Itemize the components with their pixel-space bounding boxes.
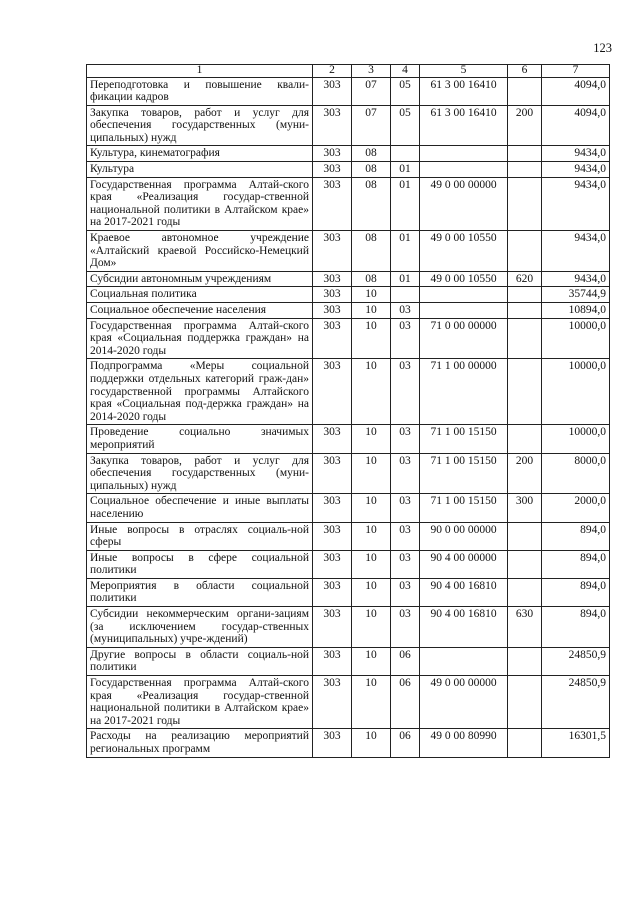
cell-name: Государственная программа Алтай-ского края «Реализация государ-ственной национальной политики в Алтайском крае» на 2017-2021 годы xyxy=(87,177,313,230)
cell-expense-type xyxy=(508,676,542,729)
cell-name: Краевое автономное учреждение «Алтайский краевой Российско-Немецкий Дом» xyxy=(87,231,313,272)
cell-amount: 9434,0 xyxy=(542,162,610,178)
cell-section-code: 10 xyxy=(352,287,391,303)
table-row xyxy=(87,453,610,494)
cell-amount: 9434,0 xyxy=(542,177,610,230)
table-row xyxy=(87,318,610,359)
cell-name: Государственная программа Алтай-ского края «Социальная поддержка граждан» на 2014-2020 годы xyxy=(87,318,313,359)
table-row xyxy=(87,146,610,162)
cell-name: Проведение социально значимых мероприятий xyxy=(87,425,313,453)
cell-target-article: 71 1 00 15150 xyxy=(420,425,508,453)
cell-section-code: 08 xyxy=(352,231,391,272)
cell-expense-type xyxy=(508,318,542,359)
cell-ved-code: 303 xyxy=(313,287,352,303)
cell-subsection-code: 01 xyxy=(391,271,420,287)
cell-amount: 9434,0 xyxy=(542,271,610,287)
cell-target-article: 71 1 00 15150 xyxy=(420,494,508,522)
cell-section-code: 10 xyxy=(352,303,391,319)
budget-table xyxy=(86,64,610,758)
cell-name: Субсидии некоммерческим органи-зациям (за исключением государ-ственных (муниципальных) учре-ждений) xyxy=(87,607,313,648)
cell-ved-code: 303 xyxy=(313,271,352,287)
cell-ved-code: 303 xyxy=(313,177,352,230)
cell-subsection-code xyxy=(391,146,420,162)
cell-amount: 894,0 xyxy=(542,550,610,578)
cell-ved-code: 303 xyxy=(313,676,352,729)
cell-section-code: 07 xyxy=(352,105,391,146)
cell-subsection-code: 03 xyxy=(391,494,420,522)
table-row xyxy=(87,550,610,578)
cell-target-article: 49 0 00 00000 xyxy=(420,676,508,729)
header-col-4: 4 xyxy=(391,65,420,78)
cell-subsection-code: 03 xyxy=(391,550,420,578)
table-row xyxy=(87,287,610,303)
cell-subsection-code: 03 xyxy=(391,578,420,606)
cell-amount: 4094,0 xyxy=(542,105,610,146)
table-row xyxy=(87,647,610,675)
header-col-2: 2 xyxy=(313,65,352,78)
cell-section-code: 10 xyxy=(352,607,391,648)
cell-subsection-code: 03 xyxy=(391,522,420,550)
cell-ved-code: 303 xyxy=(313,303,352,319)
table-row xyxy=(87,578,610,606)
cell-expense-type xyxy=(508,231,542,272)
cell-subsection-code: 01 xyxy=(391,177,420,230)
cell-subsection-code: 05 xyxy=(391,105,420,146)
table-row xyxy=(87,676,610,729)
cell-subsection-code: 01 xyxy=(391,162,420,178)
cell-name: Другие вопросы в области социаль-ной политики xyxy=(87,647,313,675)
header-col-3: 3 xyxy=(352,65,391,78)
cell-section-code: 10 xyxy=(352,578,391,606)
cell-ved-code: 303 xyxy=(313,607,352,648)
cell-section-code: 10 xyxy=(352,522,391,550)
cell-amount: 24850,9 xyxy=(542,647,610,675)
cell-amount: 894,0 xyxy=(542,578,610,606)
cell-section-code: 10 xyxy=(352,359,391,425)
header-row xyxy=(87,65,610,78)
cell-section-code: 10 xyxy=(352,494,391,522)
cell-subsection-code: 03 xyxy=(391,359,420,425)
table-row xyxy=(87,607,610,648)
table-row xyxy=(87,162,610,178)
cell-target-article: 71 1 00 00000 xyxy=(420,359,508,425)
table-row xyxy=(87,303,610,319)
table-row xyxy=(87,729,610,757)
cell-expense-type xyxy=(508,359,542,425)
cell-amount: 4094,0 xyxy=(542,77,610,105)
table-row xyxy=(87,77,610,105)
table-row xyxy=(87,177,610,230)
cell-target-article: 49 0 00 80990 xyxy=(420,729,508,757)
cell-section-code: 10 xyxy=(352,550,391,578)
cell-expense-type xyxy=(508,177,542,230)
cell-amount: 894,0 xyxy=(542,607,610,648)
cell-ved-code: 303 xyxy=(313,425,352,453)
cell-section-code: 08 xyxy=(352,146,391,162)
cell-name: Мероприятия в области социальной политики xyxy=(87,578,313,606)
cell-section-code: 10 xyxy=(352,647,391,675)
header-col-1: 1 xyxy=(87,65,313,78)
cell-section-code: 08 xyxy=(352,271,391,287)
header-col-6: 6 xyxy=(508,65,542,78)
cell-ved-code: 303 xyxy=(313,522,352,550)
cell-section-code: 10 xyxy=(352,425,391,453)
cell-amount: 2000,0 xyxy=(542,494,610,522)
cell-amount: 9434,0 xyxy=(542,231,610,272)
table-row xyxy=(87,105,610,146)
cell-amount: 9434,0 xyxy=(542,146,610,162)
cell-target-article: 71 1 00 15150 xyxy=(420,453,508,494)
cell-target-article: 90 4 00 16810 xyxy=(420,578,508,606)
cell-subsection-code: 03 xyxy=(391,425,420,453)
cell-expense-type xyxy=(508,425,542,453)
cell-name: Государственная программа Алтай-ского края «Реализация государ-ственной национальной политики в Алтайском крае» на 2017-2021 годы xyxy=(87,676,313,729)
cell-section-code: 08 xyxy=(352,177,391,230)
table-body xyxy=(87,77,610,757)
cell-target-article: 49 0 00 10550 xyxy=(420,271,508,287)
cell-target-article: 61 3 00 16410 xyxy=(420,105,508,146)
cell-expense-type xyxy=(508,162,542,178)
cell-expense-type xyxy=(508,77,542,105)
cell-subsection-code: 01 xyxy=(391,231,420,272)
cell-target-article xyxy=(420,146,508,162)
table-row xyxy=(87,359,610,425)
cell-ved-code: 303 xyxy=(313,729,352,757)
cell-ved-code: 303 xyxy=(313,453,352,494)
cell-target-article: 90 4 00 00000 xyxy=(420,550,508,578)
cell-expense-type: 630 xyxy=(508,607,542,648)
table-row xyxy=(87,231,610,272)
cell-expense-type: 200 xyxy=(508,453,542,494)
cell-expense-type xyxy=(508,578,542,606)
cell-name: Переподготовка и повышение квали-фикации кадров xyxy=(87,77,313,105)
cell-amount: 10000,0 xyxy=(542,318,610,359)
cell-amount: 10000,0 xyxy=(542,359,610,425)
cell-subsection-code: 05 xyxy=(391,77,420,105)
cell-ved-code: 303 xyxy=(313,231,352,272)
table-row xyxy=(87,271,610,287)
cell-name: Закупка товаров, работ и услуг для обеспечения государственных (муни-ципальных) нужд xyxy=(87,105,313,146)
cell-ved-code: 303 xyxy=(313,162,352,178)
cell-expense-type xyxy=(508,550,542,578)
cell-target-article xyxy=(420,287,508,303)
cell-target-article: 90 4 00 16810 xyxy=(420,607,508,648)
cell-expense-type xyxy=(508,522,542,550)
cell-section-code: 10 xyxy=(352,729,391,757)
cell-target-article: 90 0 00 00000 xyxy=(420,522,508,550)
cell-ved-code: 303 xyxy=(313,146,352,162)
cell-target-article xyxy=(420,647,508,675)
cell-amount: 894,0 xyxy=(542,522,610,550)
cell-subsection-code xyxy=(391,287,420,303)
cell-subsection-code: 06 xyxy=(391,676,420,729)
cell-ved-code: 303 xyxy=(313,359,352,425)
header-col-5: 5 xyxy=(420,65,508,78)
cell-ved-code: 303 xyxy=(313,105,352,146)
cell-ved-code: 303 xyxy=(313,550,352,578)
cell-target-article: 49 0 00 10550 xyxy=(420,231,508,272)
cell-expense-type: 620 xyxy=(508,271,542,287)
cell-subsection-code: 03 xyxy=(391,453,420,494)
table-row xyxy=(87,425,610,453)
cell-amount: 16301,5 xyxy=(542,729,610,757)
cell-name: Подпрограмма «Меры социальной поддержки отдельных категорий граж-дан» государственной программы Алтайского края «Социальная под-держка граждан» на 2014-2020 годы xyxy=(87,359,313,425)
cell-amount: 24850,9 xyxy=(542,676,610,729)
cell-ved-code: 303 xyxy=(313,647,352,675)
cell-target-article xyxy=(420,303,508,319)
cell-section-code: 07 xyxy=(352,77,391,105)
cell-subsection-code: 03 xyxy=(391,607,420,648)
cell-ved-code: 303 xyxy=(313,494,352,522)
cell-expense-type: 200 xyxy=(508,105,542,146)
cell-amount: 35744,9 xyxy=(542,287,610,303)
cell-section-code: 10 xyxy=(352,318,391,359)
cell-section-code: 10 xyxy=(352,676,391,729)
cell-name: Субсидии автономным учреждениям xyxy=(87,271,313,287)
cell-target-article xyxy=(420,162,508,178)
cell-amount: 8000,0 xyxy=(542,453,610,494)
cell-ved-code: 303 xyxy=(313,77,352,105)
cell-subsection-code: 06 xyxy=(391,647,420,675)
cell-target-article: 49 0 00 00000 xyxy=(420,177,508,230)
cell-amount: 10000,0 xyxy=(542,425,610,453)
cell-name: Культура, кинематография xyxy=(87,146,313,162)
cell-section-code: 10 xyxy=(352,453,391,494)
cell-target-article: 61 3 00 16410 xyxy=(420,77,508,105)
cell-name: Закупка товаров, работ и услуг для обеспечения государственных (муни-ципальных) нужд xyxy=(87,453,313,494)
table-row xyxy=(87,522,610,550)
header-col-7: 7 xyxy=(542,65,610,78)
cell-name: Расходы на реализацию мероприятий региональных программ xyxy=(87,729,313,757)
cell-expense-type: 300 xyxy=(508,494,542,522)
cell-subsection-code: 03 xyxy=(391,303,420,319)
cell-expense-type xyxy=(508,647,542,675)
cell-name: Социальное обеспечение населения xyxy=(87,303,313,319)
cell-expense-type xyxy=(508,146,542,162)
cell-expense-type xyxy=(508,287,542,303)
cell-name: Иные вопросы в отраслях социаль-ной сферы xyxy=(87,522,313,550)
cell-ved-code: 303 xyxy=(313,578,352,606)
table-row xyxy=(87,494,610,522)
cell-target-article: 71 0 00 00000 xyxy=(420,318,508,359)
cell-expense-type xyxy=(508,303,542,319)
cell-ved-code: 303 xyxy=(313,318,352,359)
cell-name: Культура xyxy=(87,162,313,178)
cell-subsection-code: 06 xyxy=(391,729,420,757)
cell-name: Социальное обеспечение и иные выплаты населению xyxy=(87,494,313,522)
cell-amount: 10894,0 xyxy=(542,303,610,319)
cell-name: Социальная политика xyxy=(87,287,313,303)
cell-expense-type xyxy=(508,729,542,757)
page-number: 123 xyxy=(593,41,612,55)
cell-name: Иные вопросы в сфере социальной политики xyxy=(87,550,313,578)
cell-section-code: 08 xyxy=(352,162,391,178)
cell-subsection-code: 03 xyxy=(391,318,420,359)
